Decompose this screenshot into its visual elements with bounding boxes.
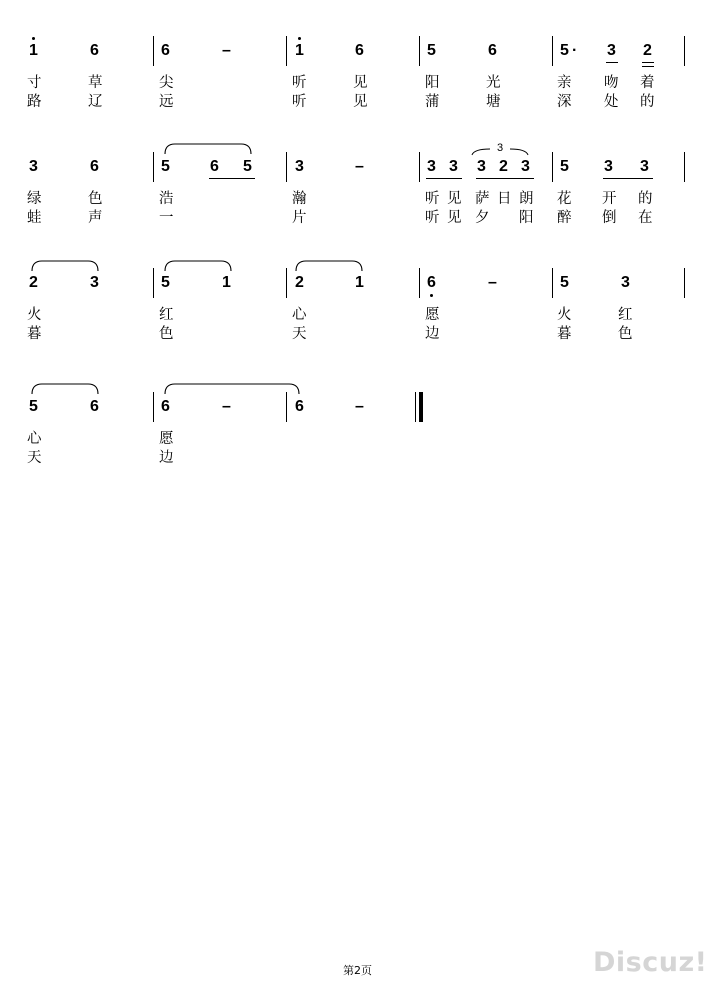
lyric: 草 <box>88 75 103 91</box>
lyric: 深 <box>557 94 572 110</box>
lyric: 寸 <box>27 75 42 91</box>
barline <box>552 36 553 66</box>
note: 3 <box>621 274 630 291</box>
lyric: 的 <box>640 94 655 110</box>
note: 3 <box>29 158 38 175</box>
lyric: 见 <box>353 75 368 91</box>
barline <box>286 268 287 298</box>
barline <box>552 152 553 182</box>
lyric: 天 <box>27 450 42 466</box>
note: 5 <box>161 274 170 291</box>
lyric: 蛙 <box>27 210 42 226</box>
note: 2 <box>499 158 508 175</box>
lyric: 红 <box>618 307 633 323</box>
lyric: 的 <box>638 191 653 207</box>
lyric: 路 <box>27 94 42 110</box>
barline <box>286 36 287 66</box>
lyric: 见 <box>353 94 368 110</box>
barline <box>419 152 420 182</box>
lyric: 愿 <box>159 431 174 447</box>
dash: – <box>488 274 497 291</box>
lyric: 愿 <box>425 307 440 323</box>
lyric: 萨 <box>475 191 490 207</box>
barline <box>684 152 685 182</box>
lyric: 尖 <box>159 75 174 91</box>
barline <box>419 36 420 66</box>
note: 5 <box>560 274 569 291</box>
lyric: 色 <box>618 326 633 342</box>
lyric: 听 <box>425 210 440 226</box>
barline <box>153 268 154 298</box>
note: 2 <box>295 274 304 291</box>
lyric: 见 <box>447 191 462 207</box>
note: 6 <box>161 42 170 59</box>
note: 6 <box>427 274 436 291</box>
lyric: 边 <box>159 450 174 466</box>
barline <box>684 36 685 66</box>
underline <box>476 178 534 179</box>
lyric: 天 <box>292 326 307 342</box>
final-barline-thick <box>419 392 423 422</box>
note: 1 <box>295 42 304 59</box>
underline <box>426 178 462 179</box>
lyric: 心 <box>292 307 307 323</box>
barline <box>684 268 685 298</box>
lyric: 听 <box>292 75 307 91</box>
note: 6 <box>210 158 219 175</box>
lyric: 着 <box>640 75 655 91</box>
note: 2 <box>29 274 38 291</box>
note: 5 <box>29 398 38 415</box>
note: 3 <box>640 158 649 175</box>
lyric: 日 <box>497 191 512 207</box>
lyric: 亲 <box>557 75 572 91</box>
lyric: 光 <box>486 75 501 91</box>
lyric: 边 <box>425 326 440 342</box>
lyric: 色 <box>88 191 103 207</box>
lyric: 开 <box>602 191 617 207</box>
high-octave-dot <box>32 37 35 40</box>
dash: – <box>355 158 364 175</box>
barline <box>153 36 154 66</box>
note: 1 <box>29 42 38 59</box>
lyric: 红 <box>159 307 174 323</box>
note: 6 <box>488 42 497 59</box>
barline <box>153 152 154 182</box>
lyric: 蒲 <box>425 94 440 110</box>
lyric: 一 <box>159 210 174 226</box>
note: 5 <box>560 42 569 59</box>
note: 3 <box>607 42 616 59</box>
slur <box>294 258 364 272</box>
barline <box>286 392 287 422</box>
note: 1 <box>355 274 364 291</box>
barline <box>419 268 420 298</box>
dash: – <box>222 42 231 59</box>
underline <box>603 178 653 179</box>
note: 3 <box>90 274 99 291</box>
slur <box>30 381 100 395</box>
note: 2 <box>643 42 652 59</box>
dash: – <box>222 398 231 415</box>
note: 6 <box>90 398 99 415</box>
lyric: 片 <box>292 210 307 226</box>
dash: – <box>355 398 364 415</box>
lyric: 远 <box>159 94 174 110</box>
low-octave-dot <box>430 294 433 297</box>
lyric: 绿 <box>27 191 42 207</box>
lyric: 声 <box>88 210 103 226</box>
final-barline-thin <box>415 392 416 422</box>
watermark: Discuz! <box>593 947 708 978</box>
slur <box>163 141 253 155</box>
slur <box>30 258 100 272</box>
lyric: 心 <box>27 431 42 447</box>
lyric: 在 <box>638 210 653 226</box>
lyric: 处 <box>604 94 619 110</box>
lyric: 夕 <box>475 210 490 226</box>
note: 3 <box>604 158 613 175</box>
lyric: 吻 <box>604 75 619 91</box>
note: 3 <box>521 158 530 175</box>
slur <box>163 258 233 272</box>
high-octave-dot <box>298 37 301 40</box>
lyric: 辽 <box>88 94 103 110</box>
lyric: 朗 <box>519 191 534 207</box>
note: 5 <box>243 158 252 175</box>
note: 3 <box>295 158 304 175</box>
augmentation-dot: · <box>572 42 578 59</box>
note: 6 <box>90 158 99 175</box>
triplet-number: 3 <box>497 142 504 154</box>
note: 6 <box>161 398 170 415</box>
barline <box>552 268 553 298</box>
barline <box>286 152 287 182</box>
note: 3 <box>449 158 458 175</box>
lyric: 瀚 <box>292 191 307 207</box>
underline <box>642 62 654 63</box>
lyric: 色 <box>159 326 174 342</box>
underline <box>209 178 255 179</box>
tie <box>163 381 301 395</box>
lyric: 听 <box>292 94 307 110</box>
lyric: 倒 <box>602 210 617 226</box>
note: 6 <box>90 42 99 59</box>
lyric: 火 <box>557 307 572 323</box>
page-number: 第2页 <box>343 964 372 977</box>
lyric: 塘 <box>486 94 501 110</box>
barline <box>153 392 154 422</box>
lyric: 暮 <box>27 326 42 342</box>
lyric: 醉 <box>557 210 572 226</box>
note: 6 <box>295 398 304 415</box>
underline <box>642 66 654 67</box>
lyric: 阳 <box>519 210 534 226</box>
note: 5 <box>161 158 170 175</box>
note: 6 <box>355 42 364 59</box>
underline <box>606 62 618 63</box>
note: 1 <box>222 274 231 291</box>
lyric: 浩 <box>159 191 174 207</box>
lyric: 火 <box>27 307 42 323</box>
note: 5 <box>560 158 569 175</box>
note: 3 <box>477 158 486 175</box>
note: 5 <box>427 42 436 59</box>
lyric: 花 <box>557 191 572 207</box>
lyric: 暮 <box>557 326 572 342</box>
lyric: 见 <box>447 210 462 226</box>
lyric: 阳 <box>425 75 440 91</box>
note: 3 <box>427 158 436 175</box>
lyric: 听 <box>425 191 440 207</box>
